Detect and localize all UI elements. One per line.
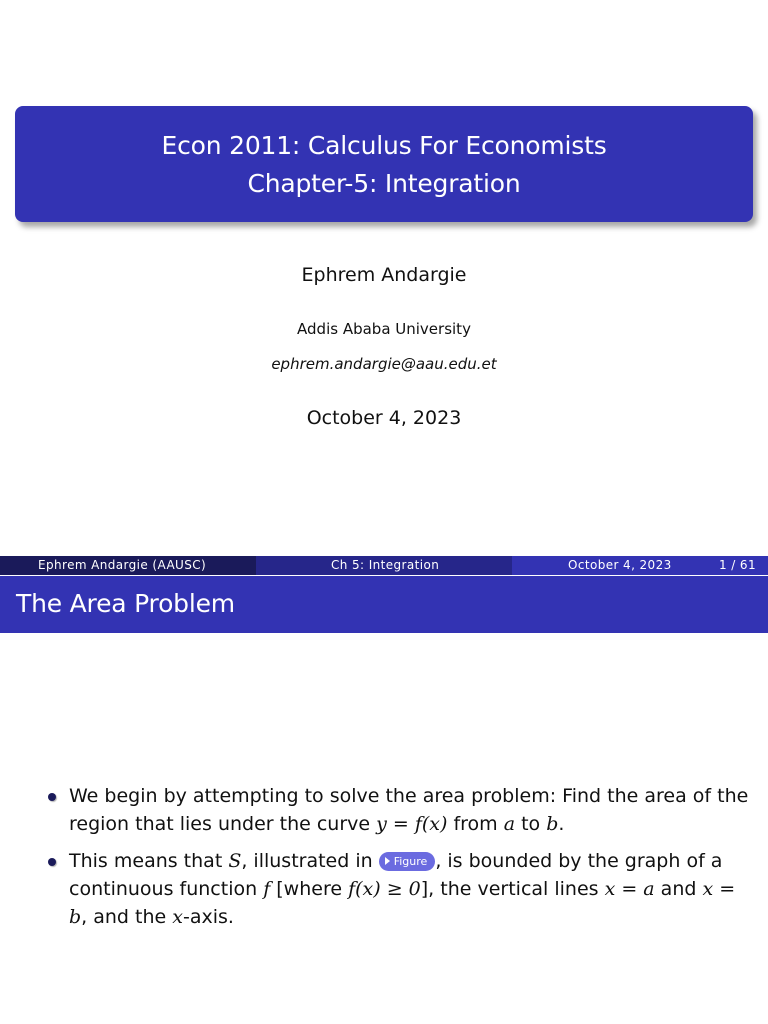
bullet-text: , and the	[81, 906, 173, 928]
bullet-text: We begin by attempting to solve the area problem: Find the area of the region that lies under the curve	[69, 785, 749, 835]
bullet-text: [where	[270, 878, 349, 900]
author-name: Ephrem Andargie	[301, 264, 467, 286]
title-box	[15, 106, 753, 222]
institute: Addis Ababa University	[297, 320, 471, 338]
bullet-dot-icon	[48, 793, 56, 801]
bullet-text: and	[654, 878, 703, 900]
math-expression: x	[172, 906, 183, 928]
author-email[interactable]: ephrem.andargie@aau.edu.et	[271, 355, 497, 373]
bullet-text: , illustrated in	[241, 850, 379, 872]
figure-link-label: Figure	[393, 855, 428, 868]
bullet-text: , is bounded by the graph of a continuous function	[69, 850, 723, 900]
footline-date-section	[512, 556, 768, 575]
slide-title: Econ 2011: Calculus For Economists	[161, 131, 607, 160]
footline-title: Ch 5: Integration	[331, 558, 440, 572]
math-expression: f	[263, 878, 271, 900]
footline-author-section	[0, 556, 256, 575]
frame-title: The Area Problem	[16, 589, 235, 618]
figure-link-button[interactable]	[379, 852, 436, 871]
footline-date: October 4, 2023	[568, 558, 672, 572]
bullet-list	[48, 782, 753, 940]
math-expression: b	[546, 813, 559, 835]
bullet-text: .	[558, 813, 565, 835]
presentation-date: October 4, 2023	[306, 407, 462, 429]
math-expression: x = b	[69, 878, 736, 928]
footline-title-section	[256, 556, 512, 575]
slide-subtitle: Chapter-5: Integration	[247, 169, 521, 198]
play-triangle-icon	[385, 857, 390, 865]
math-expression: x = a	[604, 878, 655, 900]
math-expression: y = f(x)	[376, 813, 448, 835]
bullet-text: from	[447, 813, 504, 835]
footline-page-number: 1 / 61	[719, 558, 756, 572]
bullet-item	[48, 847, 753, 931]
bullet-text: ], the vertical lines	[420, 878, 605, 900]
bullet-text: This means that	[69, 850, 229, 872]
bullet-text: -axis.	[182, 906, 234, 928]
frame-title-bar	[0, 576, 768, 633]
bullet-item	[48, 782, 753, 838]
math-expression: f(x) ≥ 0	[348, 878, 421, 900]
bullet-dot-icon	[48, 858, 56, 866]
footline	[0, 556, 768, 575]
footline-author: Ephrem Andargie (AAUSC)	[38, 558, 207, 572]
math-expression: a	[503, 813, 516, 835]
math-expression: S	[228, 850, 242, 872]
bullet-text: to	[515, 813, 547, 835]
content-slide	[0, 576, 768, 1024]
